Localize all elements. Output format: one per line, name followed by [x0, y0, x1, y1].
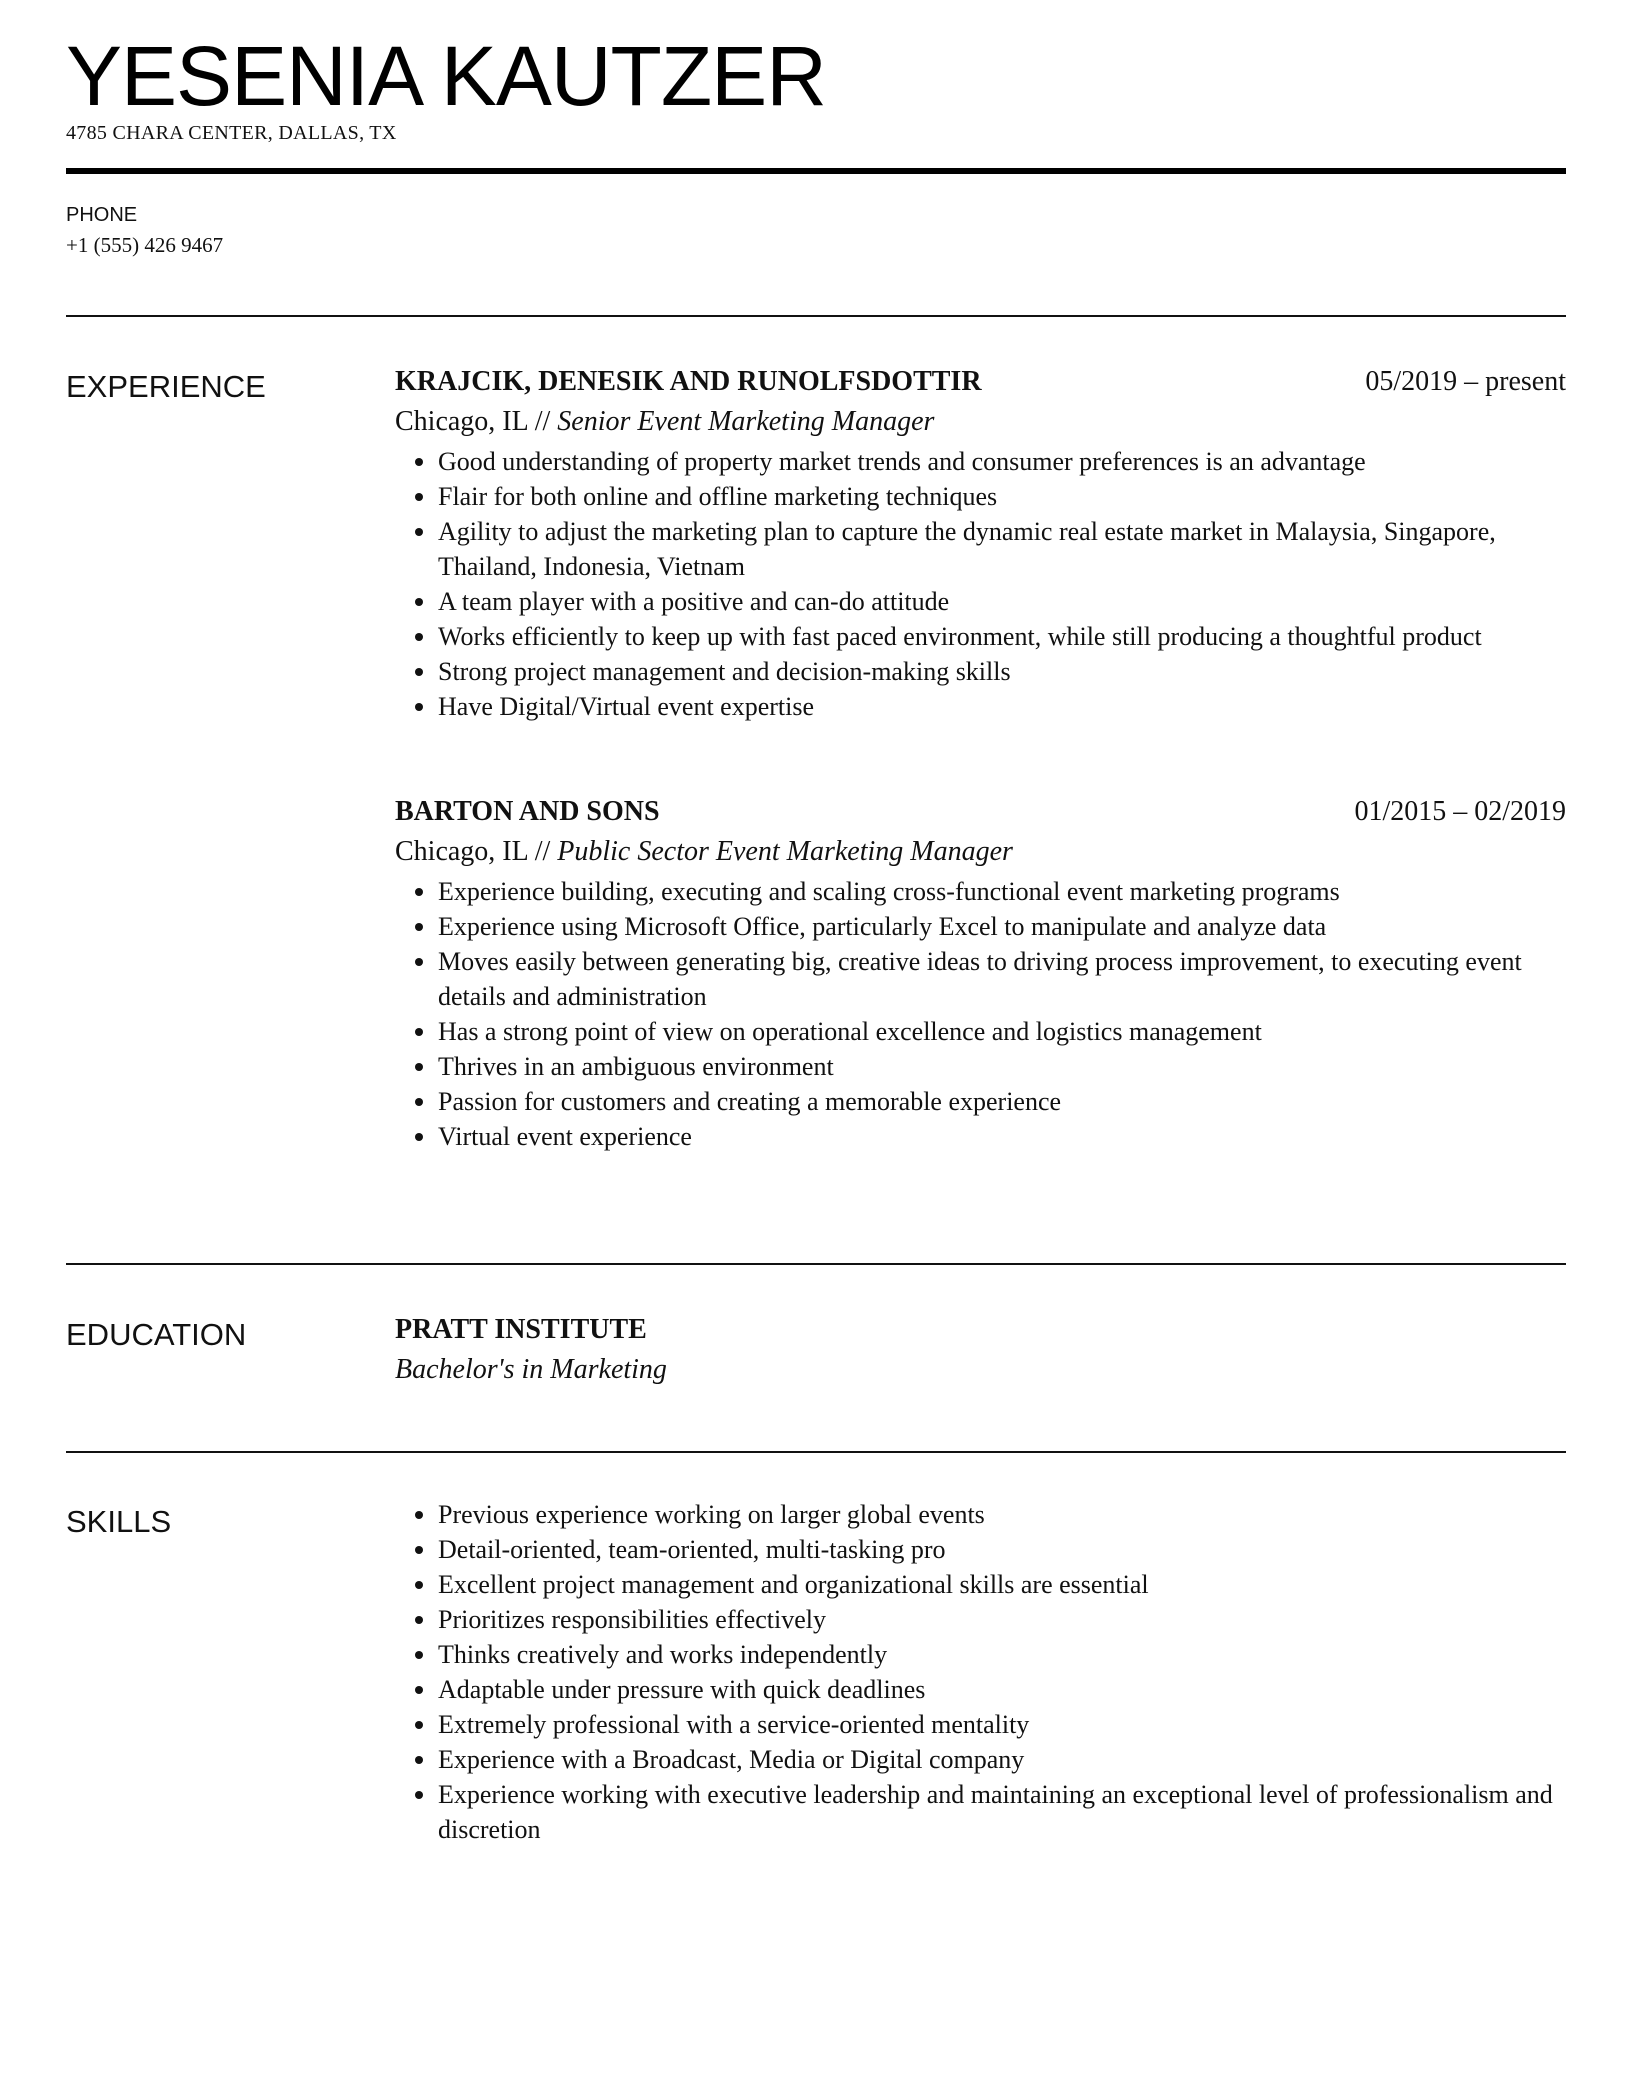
company-name: BARTON AND SONS: [395, 796, 660, 827]
list-item: Extremely professional with a service-oriented mentality: [395, 1707, 1566, 1742]
job-location: Chicago, IL: [395, 836, 528, 867]
header-divider: [66, 168, 1566, 174]
job-title: Public Sector Event Marketing Manager: [557, 836, 1013, 867]
list-item: Has a strong point of view on operational excellence and logistics management: [395, 1014, 1566, 1049]
skills-section: [395, 1497, 1566, 1847]
skills-heading: SKILLS: [66, 1504, 172, 1539]
experience-heading: EXPERIENCE: [66, 369, 266, 404]
job-separator: //: [527, 406, 558, 437]
experience-divider: [66, 1263, 1566, 1265]
list-item: Works efficiently to keep up with fast paced environment, while still producing a thoughtful product: [395, 619, 1566, 654]
job-subtitle: [395, 402, 1566, 442]
list-item: Flair for both online and offline marketing techniques: [395, 479, 1566, 514]
phone-label: PHONE: [66, 204, 138, 226]
experience-section: [395, 362, 1566, 1154]
list-item: Detail-oriented, team-oriented, multi-tasking pro: [395, 1532, 1566, 1567]
list-item: A team player with a positive and can-do attitude: [395, 584, 1566, 619]
education-divider: [66, 1451, 1566, 1453]
company-name: KRAJCIK, DENESIK AND RUNOLFSDOTTIR: [395, 366, 982, 397]
job-location: Chicago, IL: [395, 406, 528, 437]
list-item: Experience with a Broadcast, Media or Digital company: [395, 1742, 1566, 1777]
job-header: [395, 792, 1566, 832]
skills-list: [395, 1497, 1566, 1847]
list-item: Virtual event experience: [395, 1119, 1566, 1154]
list-item: Passion for customers and creating a memorable experience: [395, 1084, 1566, 1119]
job-title: Senior Event Marketing Manager: [557, 406, 935, 437]
list-item: Previous experience working on larger global events: [395, 1497, 1566, 1532]
list-item: Have Digital/Virtual event expertise: [395, 689, 1566, 724]
job-header: [395, 362, 1566, 402]
list-item: Moves easily between generating big, creative ideas to driving process improvement, to executing event details and administration: [395, 944, 1566, 1014]
job-dates: 05/2019 – present: [1365, 366, 1566, 397]
phone-value: +1 (555) 426 9467: [66, 233, 224, 257]
degree: Bachelor's in Marketing: [395, 1354, 667, 1385]
contact-divider: [66, 315, 1566, 317]
list-item: Experience using Microsoft Office, particularly Excel to manipulate and analyze data: [395, 909, 1566, 944]
job-subtitle: [395, 832, 1566, 872]
candidate-address: 4785 CHARA CENTER, DALLAS, TX: [66, 122, 397, 144]
list-item: Agility to adjust the marketing plan to capture the dynamic real estate market in Malaysia, Singapore, Thailand, Indonesia, Vietnam: [395, 514, 1566, 584]
education-heading: EDUCATION: [66, 1317, 247, 1352]
list-item: Prioritizes responsibilities effectively: [395, 1602, 1566, 1637]
list-item: Good understanding of property market trends and consumer preferences is an advantage: [395, 444, 1566, 479]
candidate-name: YESENIA KAUTZER: [66, 29, 826, 123]
list-item: Excellent project management and organizational skills are essential: [395, 1567, 1566, 1602]
school-name: PRATT INSTITUTE: [395, 1314, 647, 1345]
job-entry: [395, 792, 1566, 1154]
job-dates: 01/2015 – 02/2019: [1354, 796, 1566, 827]
job-separator: //: [527, 836, 558, 867]
list-item: Thrives in an ambiguous environment: [395, 1049, 1566, 1084]
job-entry: [395, 362, 1566, 724]
education-section: [395, 1310, 1566, 1390]
list-item: Experience working with executive leadership and maintaining an exceptional level of professionalism and discretion: [395, 1777, 1566, 1847]
list-item: Adaptable under pressure with quick deadlines: [395, 1672, 1566, 1707]
list-item: Strong project management and decision-making skills: [395, 654, 1566, 689]
job-bullets: [395, 874, 1566, 1154]
list-item: Thinks creatively and works independently: [395, 1637, 1566, 1672]
list-item: Experience building, executing and scaling cross-functional event marketing programs: [395, 874, 1566, 909]
job-bullets: [395, 444, 1566, 724]
